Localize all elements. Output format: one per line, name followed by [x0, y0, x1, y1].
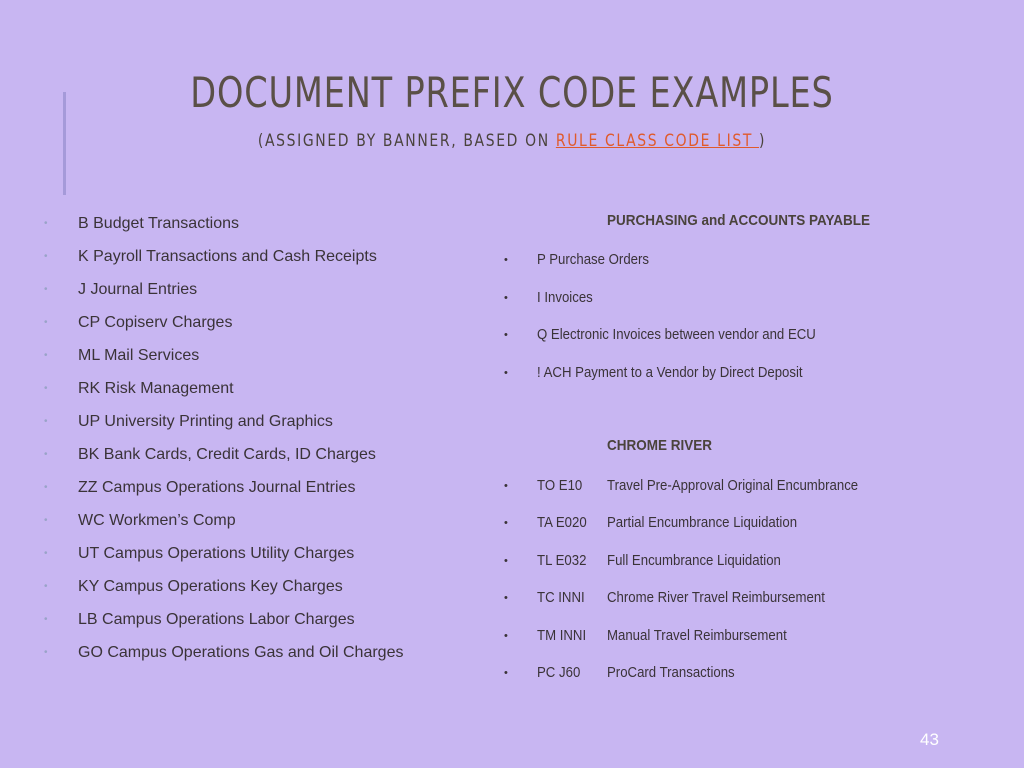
- list-item: • KY Campus Operations Key Charges: [40, 573, 403, 606]
- title-accent-bar: [63, 92, 66, 195]
- bullet-icon: •: [44, 482, 48, 493]
- list-item: • LB Campus Operations Labor Charges: [40, 606, 403, 639]
- bullet-icon: •: [44, 251, 48, 262]
- bullet-icon: •: [504, 329, 508, 341]
- bullet-icon: •: [44, 350, 48, 361]
- list-item: • WC Workmen’s Comp: [40, 507, 403, 540]
- bullet-icon: •: [44, 284, 48, 295]
- list-item: • CP Copiserv Charges: [40, 309, 403, 342]
- slide-title: DOCUMENT PREFIX CODE EXAMPLES: [190, 68, 834, 117]
- bullet-icon: •: [504, 592, 508, 604]
- bullet-icon: •: [504, 517, 508, 529]
- bullet-icon: •: [44, 647, 48, 658]
- bullet-icon: •: [504, 480, 508, 492]
- list-item: • ML Mail Services: [40, 342, 403, 375]
- bullet-icon: •: [504, 555, 508, 567]
- page-number: 43: [920, 730, 939, 749]
- bullet-icon: •: [504, 254, 508, 266]
- bullet-icon: •: [44, 449, 48, 460]
- bullet-icon: •: [44, 383, 48, 394]
- rule-class-code-list-link[interactable]: RULE CLASS CODE LIST: [555, 131, 760, 151]
- bullet-icon: •: [504, 367, 508, 379]
- bullet-icon: •: [44, 416, 48, 427]
- prefix-code-list: [40, 210, 403, 672]
- list-item: • ZZ Campus Operations Journal Entries: [40, 474, 403, 507]
- list-item: • J Journal Entries: [40, 276, 403, 309]
- list-item: • K Payroll Transactions and Cash Receipts: [40, 243, 403, 276]
- bullet-icon: •: [504, 292, 508, 304]
- list-item: • RK Risk Management: [40, 375, 403, 408]
- bullet-icon: •: [44, 614, 48, 625]
- slide-subtitle: [92, 131, 932, 151]
- list-item: • UP University Printing and Graphics: [40, 408, 403, 441]
- subtitle-suffix: ): [759, 131, 767, 151]
- bullet-icon: •: [44, 515, 48, 526]
- purchasing-heading: PURCHASING and ACCOUNTS PAYABLE: [607, 212, 871, 229]
- bullet-icon: •: [504, 667, 508, 679]
- bullet-icon: •: [44, 548, 48, 559]
- bullet-icon: •: [44, 218, 48, 229]
- bullet-icon: •: [44, 317, 48, 328]
- list-item: • B Budget Transactions: [40, 210, 403, 243]
- bullet-icon: •: [44, 581, 48, 592]
- list-item: • BK Bank Cards, Credit Cards, ID Charges: [40, 441, 403, 474]
- bullet-icon: •: [504, 630, 508, 642]
- list-item: • UT Campus Operations Utility Charges: [40, 540, 403, 573]
- list-item: • GO Campus Operations Gas and Oil Charges: [40, 639, 403, 672]
- chrome-river-heading: CHROME RIVER: [607, 437, 713, 454]
- subtitle-prefix: (ASSIGNED BY BANNER, BASED ON: [257, 131, 556, 151]
